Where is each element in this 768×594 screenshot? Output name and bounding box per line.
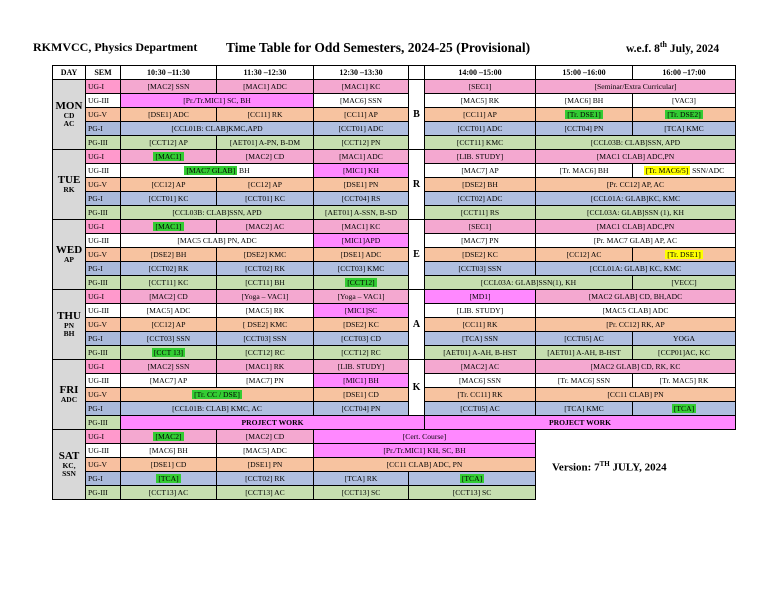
table-row <box>53 206 736 220</box>
day-thursday: THU PN BH <box>53 290 86 360</box>
cell: [CCT03] KMC <box>314 262 409 276</box>
cell: [DSE2] BH <box>121 248 217 262</box>
sem-label: UG-III <box>86 304 121 318</box>
table-row <box>53 178 736 192</box>
cell: [Seminar/Extra Curricular] <box>536 80 736 94</box>
table-row <box>53 108 736 122</box>
break-letter: A <box>409 290 425 360</box>
table-row <box>53 122 736 136</box>
cell: [MAC7] PN <box>425 234 536 248</box>
table-row <box>53 234 736 248</box>
sem-label: UG-V <box>86 108 121 122</box>
cell: [MAC5] RK <box>425 94 536 108</box>
cell: [MAC2] CD <box>121 290 217 304</box>
cell: [MAC5] ADC <box>121 304 217 318</box>
cell: [TCA] <box>633 402 736 416</box>
cell: [CCT11] BH <box>217 276 314 290</box>
cell: [ DSE2] KMC <box>217 318 314 332</box>
table-row <box>53 402 736 416</box>
cell: [MAC6] BH <box>121 444 217 458</box>
cell: [CCT13] AC <box>217 486 314 500</box>
sem-label: UG-III <box>86 444 121 458</box>
day-saturday: SAT KC, SSN <box>53 430 86 500</box>
cell: [DSE2] BH <box>425 178 536 192</box>
cell: [Pr. MAC7 GLAB] AP, AC <box>536 234 736 248</box>
cell: [LIB. STUDY] <box>425 150 536 164</box>
sem-label: PG-III <box>86 416 121 430</box>
sem-label: UG-V <box>86 388 121 402</box>
break-letter: E <box>409 220 425 290</box>
cell: [MAC2 GLAB] CD, BH,ADC <box>536 290 736 304</box>
cell: [AET01] A-AH, B-HST <box>425 346 536 360</box>
sem-label: PG-I <box>86 472 121 486</box>
table-row <box>53 276 736 290</box>
cell: [DSE1] PN <box>314 178 409 192</box>
cell: [CCT11] RS <box>425 206 536 220</box>
break-letter: R <box>409 150 425 220</box>
cell: [DSE1] ADC <box>314 248 409 262</box>
cell: [MAC2] SSN <box>121 80 217 94</box>
cell: [Tr. DSE2] <box>633 108 736 122</box>
cell: [MAC1 CLAB] ADC,PN <box>536 150 736 164</box>
cell: [CCP01]AC, KC <box>633 346 736 360</box>
cell: [CCT12] AP <box>121 136 217 150</box>
cell: [MAC1] ADC <box>217 80 314 94</box>
cell: [TCA] RK <box>314 472 409 486</box>
cell: [MAC2] CD <box>217 430 314 444</box>
sem-label: PG-I <box>86 122 121 136</box>
cell: [CC12] AP <box>121 178 217 192</box>
col-slot-2: 11:30 –12:30 <box>217 66 314 80</box>
sem-label: PG-I <box>86 192 121 206</box>
cell: [CCL01B: CLAB]KMC,APD <box>121 122 314 136</box>
cell: [CC12] AC <box>536 248 633 262</box>
cell: [CCT03] SSN <box>121 332 217 346</box>
cell: [MAC7] AP <box>425 164 536 178</box>
cell: [CCL01A: GLAB] KC, KMC <box>536 262 736 276</box>
cell: [AET01] A-PN, B-DM <box>217 136 314 150</box>
cell: [TCA] SSN <box>425 332 536 346</box>
cell: [VAC3] <box>633 94 736 108</box>
cell: [DSE2] KMC <box>217 248 314 262</box>
cell: [CCT02] RK <box>217 262 314 276</box>
cell: [CC11 CLAB] ADC, PN <box>314 458 536 472</box>
col-slot-1: 10:30 –11:30 <box>121 66 217 80</box>
cell: [CCT04] RS <box>314 192 409 206</box>
table-row <box>53 192 736 206</box>
sem-label: UG-V <box>86 318 121 332</box>
cell: [Cert. Course] <box>314 430 536 444</box>
header-row <box>53 66 736 80</box>
cell: [CCT01] KC <box>121 192 217 206</box>
sem-label: PG-I <box>86 332 121 346</box>
cell: [CCT02] RK <box>121 262 217 276</box>
table-row <box>53 220 736 234</box>
cell: [CCT02] ADC <box>425 192 536 206</box>
version-label: Version: 7TH JULY, 2024 <box>552 460 667 474</box>
cell: [DSE1] ADC <box>121 108 217 122</box>
cell: [MAC2] <box>121 430 217 444</box>
cell: [CCT13] SC <box>409 486 536 500</box>
cell: [AET01] A-AH, B-HST <box>536 346 633 360</box>
cell: [DSE2] KC <box>425 248 536 262</box>
cell: [CCT02] RK <box>217 472 314 486</box>
cell: [MIC1] BH <box>314 374 409 388</box>
cell: [AET01] A-SSN, B-SD <box>314 206 409 220</box>
cell: [MAC1] RK <box>217 360 314 374</box>
cell: [Pr. CC12] RK, AP <box>536 318 736 332</box>
cell: [MD1] <box>425 290 536 304</box>
sem-label: UG-I <box>86 290 121 304</box>
cell: [MAC7] PN <box>217 374 314 388</box>
col-slot-6: 16:00 –17:00 <box>633 66 736 80</box>
cell: [Tr. MAC6/5] SSN/ADC <box>633 164 736 178</box>
cell: [DSE1] CD <box>314 388 409 402</box>
table-row <box>53 290 736 304</box>
table-row <box>53 80 736 94</box>
cell: [TCA] KMC <box>536 402 633 416</box>
timetable <box>52 65 736 500</box>
cell: [CC11 CLAB] PN <box>536 388 736 402</box>
cell: [MAC1] ADC <box>314 150 409 164</box>
cell: [CCT 13] <box>121 346 217 360</box>
institution-title: RKMVCC, Physics Department <box>33 40 198 54</box>
cell: [SEC1] <box>425 220 536 234</box>
cell: [Tr. CC / DSE] <box>121 388 314 402</box>
cell: [MIC1] KH <box>314 164 409 178</box>
cell: [MAC6] BH <box>536 94 633 108</box>
cell: [CC11] RK <box>425 318 536 332</box>
cell: [MAC5 CLAB] PN, ADC <box>121 234 314 248</box>
cell: [MAC1] <box>121 220 217 234</box>
col-break <box>409 66 425 80</box>
cell: [MAC1] KC <box>314 220 409 234</box>
table-row <box>53 94 736 108</box>
cell: YOGA <box>633 332 736 346</box>
cell: [CCL01A: GLAB]KC, KMC <box>536 192 736 206</box>
table-row <box>53 374 736 388</box>
sem-label: UG-V <box>86 248 121 262</box>
cell: [MAC6] SSN <box>425 374 536 388</box>
cell: [CCT03] SSN <box>217 332 314 346</box>
cell: [MAC1] <box>121 150 217 164</box>
sem-label: UG-V <box>86 458 121 472</box>
table-row <box>53 430 736 444</box>
cell: [MAC5 CLAB] ADC <box>536 304 736 318</box>
sem-label: UG-I <box>86 220 121 234</box>
cell: [CCT01] ADC <box>425 122 536 136</box>
cell: [CCL03A: GLAB]SSN (1), KH <box>536 206 736 220</box>
cell: [MAC2] CD <box>217 150 314 164</box>
col-slot-4: 14:00 –15:00 <box>425 66 536 80</box>
cell: [CCT03] CD <box>314 332 409 346</box>
cell: [Tr. CC11] RK <box>425 388 536 402</box>
day-friday: FRI ADC <box>53 360 86 430</box>
day-tuesday: TUE RK <box>53 150 86 220</box>
cell: [TCA] <box>409 472 536 486</box>
table-row <box>53 248 736 262</box>
col-sem: SEM <box>86 66 121 80</box>
cell: [Pr. CC12] AP, AC <box>536 178 736 192</box>
project-work-cell: PROJECT WORK <box>121 416 425 430</box>
cell: [CCT03] SSN <box>425 262 536 276</box>
sem-label: PG-III <box>86 136 121 150</box>
sem-label: UG-I <box>86 430 121 444</box>
cell: [CCT01] KC <box>217 192 314 206</box>
sem-label: PG-I <box>86 402 121 416</box>
table-row <box>53 262 736 276</box>
sem-label: PG-III <box>86 346 121 360</box>
table-row <box>53 318 736 332</box>
cell: [DSE1] PN <box>217 458 314 472</box>
cell: [Yoga – VAC1] <box>314 290 409 304</box>
cell: [TCA] KMC <box>633 122 736 136</box>
sem-label: PG-III <box>86 486 121 500</box>
cell: [CCT12] RC <box>217 346 314 360</box>
table-row <box>53 388 736 402</box>
sem-label: PG-I <box>86 262 121 276</box>
table-row <box>53 346 736 360</box>
col-slot-5: 15:00 –16:00 <box>536 66 633 80</box>
cell: [Pr./Tr.MIC1] SC, BH <box>121 94 314 108</box>
cell: [MAC2] SSN <box>121 360 217 374</box>
day-monday: MON CD AC <box>53 80 86 150</box>
cell: [LIB. STUDY] <box>314 360 409 374</box>
cell: [Tr. MAC5] RK <box>633 374 736 388</box>
cell: [CCL03B: CLAB]SSN, APD <box>121 206 314 220</box>
cell: [MAC7 GLAB] BH <box>121 164 314 178</box>
sem-label: UG-I <box>86 150 121 164</box>
table-row <box>53 332 736 346</box>
sem-label: UG-III <box>86 234 121 248</box>
cell: [DSE1] CD <box>121 458 217 472</box>
sem-label: PG-III <box>86 206 121 220</box>
cell: [CCT11] KMC <box>425 136 536 150</box>
table-row <box>53 416 736 430</box>
cell: [CC12] AP <box>217 178 314 192</box>
cell: [CCT13] AC <box>121 486 217 500</box>
table-row <box>53 164 736 178</box>
cell: [CC11] AP <box>314 108 409 122</box>
sem-label: UG-III <box>86 94 121 108</box>
cell: [CCT05] AC <box>425 402 536 416</box>
cell: [CCT04] PN <box>314 402 409 416</box>
cell: [CC12] AP <box>121 318 217 332</box>
break-letter: B <box>409 80 425 150</box>
cell: [CC11] RK <box>217 108 314 122</box>
cell: [MAC2] AC <box>217 220 314 234</box>
cell: [CCT13] SC <box>314 486 409 500</box>
table-row <box>53 150 736 164</box>
cell: [DSE2] KC <box>314 318 409 332</box>
cell: [LIB. STUDY] <box>425 304 536 318</box>
effective-date: w.e.f. 8th July, 2024 <box>626 40 720 55</box>
day-wednesday: WED AP <box>53 220 86 290</box>
sem-label: UG-I <box>86 360 121 374</box>
cell: [Tr. DSE1] <box>633 248 736 262</box>
table-row <box>53 304 736 318</box>
cell: [CC11] AP <box>425 108 536 122</box>
cell: [CCT12] RC <box>314 346 409 360</box>
cell: [CCL03B: CLAB]SSN, APD <box>536 136 736 150</box>
cell: [MAC7] AP <box>121 374 217 388</box>
cell: [CCT12] <box>314 276 409 290</box>
cell: [CCT05] AC <box>536 332 633 346</box>
sem-label: UG-I <box>86 80 121 94</box>
cell: [CCT01] ADC <box>314 122 409 136</box>
cell: [CCT12] PN <box>314 136 409 150</box>
project-work-cell: PROJECT WORK <box>425 416 736 430</box>
sem-label: PG-III <box>86 276 121 290</box>
cell: [MAC2 GLAB] CD, RK, KC <box>536 360 736 374</box>
cell: [Tr. DSE1] <box>536 108 633 122</box>
cell: [MAC2] AC <box>425 360 536 374</box>
cell: [CCT04] PN <box>536 122 633 136</box>
cell: [MAC1] KC <box>314 80 409 94</box>
cell: [Tr. MAC6] SSN <box>536 374 633 388</box>
cell: [Tr. MAC6] BH <box>536 164 633 178</box>
sem-label: UG-III <box>86 164 121 178</box>
cell: [MAC1 CLAB] ADC,PN <box>536 220 736 234</box>
cell: [MAC5] ADC <box>217 444 314 458</box>
cell: [VECC] <box>633 276 736 290</box>
cell: [MAC5] RK <box>217 304 314 318</box>
cell: [SEC1] <box>425 80 536 94</box>
cell: [Pr./Tr.MIC1] KH, SC, BH <box>314 444 536 458</box>
cell: [CCL03A: GLAB]SSN(1), KH <box>425 276 633 290</box>
col-day: DAY <box>53 66 86 80</box>
sem-label: UG-III <box>86 374 121 388</box>
cell: [MAC6] SSN <box>314 94 409 108</box>
cell: [MIC1]APD <box>314 234 409 248</box>
break-letter: K <box>409 360 425 416</box>
cell: [CCT11] KC <box>121 276 217 290</box>
cell: [MIC1]SC <box>314 304 409 318</box>
table-row <box>53 360 736 374</box>
cell: [CCL01B: CLAB] KMC, AC <box>121 402 314 416</box>
col-slot-3: 12:30 –13:30 <box>314 66 409 80</box>
table-row <box>53 136 736 150</box>
sem-label: UG-V <box>86 178 121 192</box>
cell: [Yoga – VAC1] <box>217 290 314 304</box>
cell: [TCA] <box>121 472 217 486</box>
timetable-title: Time Table for Odd Semesters, 2024-25 (Provisional) <box>226 40 531 55</box>
